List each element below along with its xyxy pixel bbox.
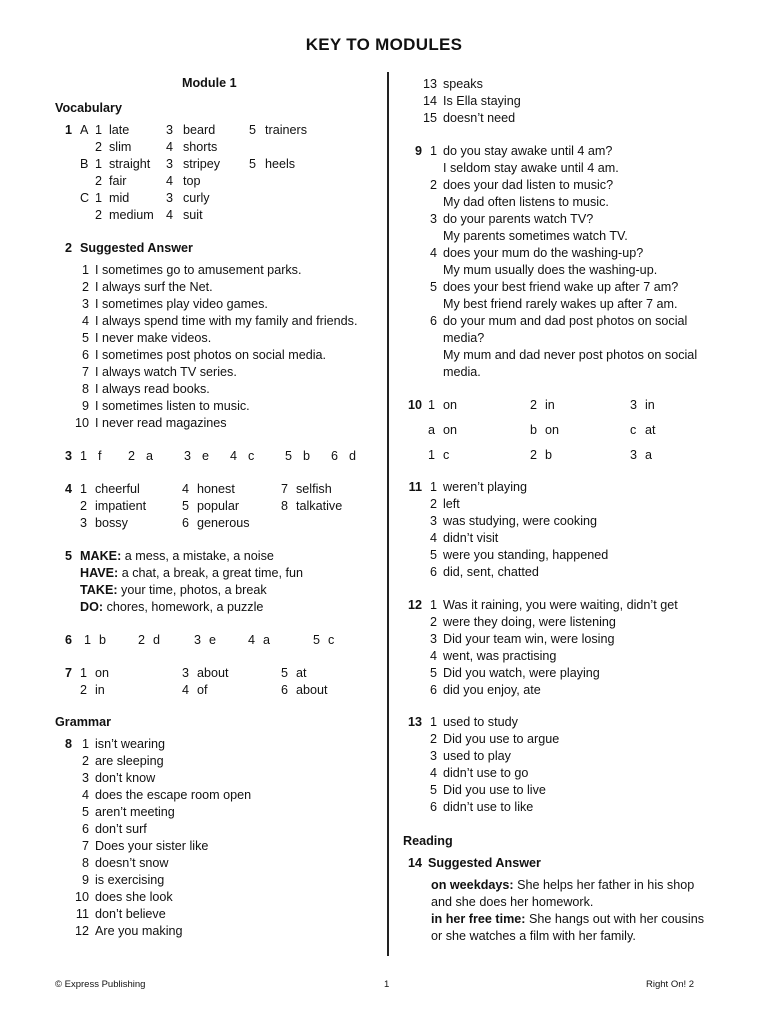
item-number: 1	[95, 157, 103, 171]
item-number: 3	[80, 516, 88, 530]
answer-word: at	[645, 423, 656, 437]
collocation-line	[80, 599, 263, 616]
answer-text: I always surf the Net.	[95, 280, 213, 294]
answer-text: and she does her homework.	[431, 895, 594, 909]
reading-answer-line	[431, 928, 636, 945]
section-heading-reading: Reading	[403, 834, 453, 848]
answer-text: do you stay awake until 4 am?	[443, 144, 613, 158]
item-number: 13	[422, 77, 437, 91]
item-number: 6	[429, 683, 437, 697]
item-number: 1	[429, 598, 437, 612]
answer-text: weren’t playing	[443, 480, 528, 494]
item-number: 1	[81, 263, 89, 277]
item-number: 14	[422, 94, 437, 108]
item-number: 6	[429, 565, 437, 579]
collocations: a mess, a mistake, a noise	[124, 549, 274, 563]
answer-word: at	[296, 666, 307, 680]
answer-text: Is Ella staying	[443, 94, 521, 108]
answer-word: impatient	[95, 499, 147, 513]
item-number: 6	[81, 348, 89, 362]
answer-text: doesn’t need	[443, 111, 516, 125]
collocation-line	[80, 565, 303, 582]
answer-word: in	[545, 398, 555, 412]
answer-word: selfish	[296, 482, 332, 496]
item-number: 1	[95, 123, 103, 137]
answer-text: were they doing, were listening	[443, 615, 616, 629]
group-letter: C	[80, 191, 90, 205]
exercise-heading: Suggested Answer	[428, 856, 541, 870]
answer-text: is exercising	[95, 873, 165, 887]
answer-text: do your parents watch TV?	[443, 212, 594, 226]
answer-word: on	[443, 423, 458, 437]
item-number: 11	[75, 907, 89, 921]
verb-label: MAKE:	[80, 549, 122, 563]
answer-text: were you standing, happened	[443, 548, 609, 562]
item-number: 5	[313, 633, 321, 647]
item-number: 2	[429, 497, 437, 511]
answer-text: My parents sometimes watch TV.	[443, 229, 628, 243]
answer-letter: a	[146, 449, 154, 463]
answer-text: does the escape room open	[95, 788, 252, 802]
item-number: 7	[81, 839, 89, 853]
answer-text: Did you use to argue	[443, 732, 560, 746]
item-number: 2	[81, 754, 89, 768]
answer-text: I sometimes go to amusement parks.	[95, 263, 302, 277]
item-number: 5	[182, 499, 190, 513]
verb-label: HAVE:	[80, 566, 119, 580]
answer-word: beard	[183, 123, 216, 137]
answer-word: in	[645, 398, 655, 412]
item-number: 9	[81, 399, 89, 413]
exercise-number: 12	[407, 598, 422, 612]
item-number: 8	[81, 382, 89, 396]
answer-word: bossy	[95, 516, 128, 530]
page-title: KEY TO MODULES	[305, 35, 463, 54]
answer-text: speaks	[443, 77, 483, 91]
exercise-number: 14	[407, 856, 422, 870]
section-heading-vocabulary: Vocabulary	[55, 101, 122, 115]
item-number: 6	[281, 683, 289, 697]
item-number: 3	[630, 398, 638, 412]
item-number: 6	[182, 516, 190, 530]
item-number: 3	[429, 212, 437, 226]
answer-text: don’t surf	[95, 822, 147, 836]
footer-book-title: Right On! 2	[646, 979, 695, 990]
answer-letter: a	[263, 633, 271, 647]
answer-word: a	[645, 448, 653, 462]
exercise-number: 8	[64, 737, 72, 751]
answer-word: fair	[109, 174, 127, 188]
item-number: 5	[429, 280, 437, 294]
exercise-number: 6	[64, 633, 72, 647]
item-number: 4	[429, 649, 437, 663]
item-number: 3	[184, 449, 192, 463]
answer-text: doesn’t snow	[95, 856, 169, 870]
answer-text: Was it raining, you were waiting, didn’t get	[443, 598, 678, 612]
answer-text: isn’t wearing	[95, 737, 165, 751]
item-number: 9	[81, 873, 89, 887]
answer-word: straight	[109, 157, 151, 171]
answer-text: I always read books.	[95, 382, 210, 396]
answer-text: are sleeping	[95, 754, 164, 768]
item-number: 3	[166, 191, 174, 205]
item-number: 5	[249, 123, 257, 137]
answer-letter: c	[248, 449, 255, 463]
answer-word: stripey	[183, 157, 221, 171]
answer-text: She hangs out with her cousins	[525, 912, 705, 926]
item-number: 2	[80, 499, 88, 513]
answer-word: b	[545, 448, 553, 462]
answer-text: Does your sister like	[95, 839, 209, 853]
item-number: c	[630, 423, 637, 437]
answer-text: does your mum do the washing-up?	[443, 246, 644, 260]
answer-text: went, was practising	[443, 649, 557, 663]
item-number: 5	[81, 805, 89, 819]
item-number: 4	[429, 766, 437, 780]
item-number: 2	[429, 178, 437, 192]
exercise-number: 11	[408, 480, 422, 494]
answer-word: mid	[109, 191, 130, 205]
collocations: chores, homework, a puzzle	[106, 600, 264, 614]
item-number: 3	[81, 771, 89, 785]
item-number: 6	[429, 314, 437, 328]
answer-text: don’t believe	[95, 907, 166, 921]
item-number: 3	[429, 749, 437, 763]
item-number: 4	[81, 788, 89, 802]
item-number: 4	[166, 174, 174, 188]
item-number: 2	[95, 174, 103, 188]
answer-letter: d	[349, 449, 357, 463]
item-number: 3	[630, 448, 638, 462]
reading-answer-line	[431, 877, 694, 894]
item-number: 4	[81, 314, 89, 328]
item-number: 1	[429, 480, 437, 494]
collocations: a chat, a break, a great time, fun	[121, 566, 304, 580]
answer-text: Did you watch, were playing	[443, 666, 600, 680]
answer-text: Did you use to live	[443, 783, 546, 797]
item-number: 10	[74, 890, 89, 904]
answer-text: did you enjoy, ate	[443, 683, 541, 697]
answer-text: does your dad listen to music?	[443, 178, 614, 192]
answer-text: My dad often listens to music.	[443, 195, 609, 209]
answer-word: of	[197, 683, 208, 697]
item-number: 2	[95, 208, 103, 222]
answer-letter: b	[99, 633, 107, 647]
collocation-line	[80, 548, 274, 565]
exercise-number: 9	[414, 144, 422, 158]
item-number: 1	[428, 398, 436, 412]
item-number: 1	[429, 144, 437, 158]
time-label: on weekdays:	[431, 878, 514, 892]
item-number: 3	[166, 123, 174, 137]
collocation-line	[80, 582, 267, 599]
item-number: 4	[166, 140, 174, 154]
module-heading: Module 1	[182, 76, 237, 90]
answer-text: I sometimes play video games.	[95, 297, 268, 311]
item-number: 1	[84, 633, 92, 647]
answer-word: medium	[109, 208, 154, 222]
item-number: 5	[429, 548, 437, 562]
answer-word: about	[296, 683, 328, 697]
item-number: 4	[248, 633, 256, 647]
answer-word: on	[95, 666, 110, 680]
item-number: 7	[281, 482, 289, 496]
answer-text: Are you making	[95, 924, 183, 938]
answer-letter: b	[303, 449, 311, 463]
answer-text: I always spend time with my family and friends.	[95, 314, 358, 328]
item-number: 15	[422, 111, 437, 125]
answer-text: I seldom stay awake until 4 am.	[443, 161, 619, 175]
item-number: 4	[182, 482, 190, 496]
answer-text: used to study	[443, 715, 518, 729]
item-number: 3	[194, 633, 202, 647]
item-number: a	[428, 423, 436, 437]
answer-text: media.	[443, 365, 481, 379]
item-number: 3	[429, 514, 437, 528]
item-number: 3	[182, 666, 190, 680]
group-letter: B	[80, 157, 89, 171]
answer-letter: e	[209, 633, 217, 647]
answer-text: media?	[443, 331, 485, 345]
answer-word: popular	[197, 499, 240, 513]
answer-word: honest	[197, 482, 235, 496]
item-number: 6	[81, 822, 89, 836]
item-number: 2	[95, 140, 103, 154]
item-number: 5	[429, 783, 437, 797]
item-number: 6	[429, 800, 437, 814]
item-number: 5	[81, 331, 89, 345]
item-number: 1	[429, 715, 437, 729]
footer-publisher: © Express Publishing	[55, 979, 146, 990]
item-number: 8	[281, 499, 289, 513]
item-number: 2	[530, 448, 538, 462]
answer-text: does she look	[95, 890, 173, 904]
answer-word: heels	[265, 157, 296, 171]
answer-text: didn’t visit	[443, 531, 499, 545]
answer-word: top	[183, 174, 201, 188]
answer-text: was studying, were cooking	[443, 514, 598, 528]
group-letter: A	[80, 123, 89, 137]
answer-text: I always watch TV series.	[95, 365, 237, 379]
answer-letter: c	[328, 633, 335, 647]
exercise-number: 10	[407, 398, 422, 412]
exercise-heading: Suggested Answer	[80, 241, 193, 255]
item-number: 5	[429, 666, 437, 680]
answer-word: curly	[183, 191, 210, 205]
item-number: 1	[95, 191, 103, 205]
verb-label: DO:	[80, 600, 104, 614]
answer-word: c	[443, 448, 450, 462]
exercise-number: 3	[64, 449, 72, 463]
item-number: 4	[429, 246, 437, 260]
exercise-number: 2	[64, 241, 72, 255]
item-number: 1	[80, 449, 88, 463]
item-number: 2	[429, 615, 437, 629]
exercise-number: 4	[64, 482, 72, 496]
answer-word: shorts	[183, 140, 218, 154]
time-label: in her free time:	[431, 912, 526, 926]
answer-text: or she watches a film with her family.	[431, 929, 636, 943]
answer-word: generous	[197, 516, 250, 530]
answer-word: cheerful	[95, 482, 140, 496]
answer-letter: d	[153, 633, 161, 647]
item-number: 2	[128, 449, 136, 463]
item-number: 5	[249, 157, 257, 171]
answer-text: don’t know	[95, 771, 156, 785]
answer-text: I never read magazines	[95, 416, 227, 430]
item-number: 1	[80, 666, 88, 680]
answer-word: slim	[109, 140, 132, 154]
reading-answer-line	[431, 894, 593, 911]
answer-word: suit	[183, 208, 203, 222]
item-number: 4	[182, 683, 190, 697]
item-number: 4	[429, 531, 437, 545]
item-number: 6	[331, 449, 339, 463]
item-number: 10	[74, 416, 89, 430]
item-number: 2	[530, 398, 538, 412]
item-number: 1	[81, 737, 89, 751]
exercise-number: 1	[64, 123, 72, 137]
item-number: 3	[166, 157, 174, 171]
item-number: 4	[166, 208, 174, 222]
answer-text: She helps her father in his shop	[513, 878, 695, 892]
item-number: 4	[230, 449, 238, 463]
section-heading-grammar: Grammar	[55, 715, 112, 729]
exercise-number: 7	[64, 666, 72, 680]
answer-word: trainers	[265, 123, 307, 137]
item-number: 2	[81, 280, 89, 294]
answer-word: late	[109, 123, 130, 137]
answer-text: aren’t meeting	[95, 805, 175, 819]
item-number: b	[530, 423, 538, 437]
answer-text: Did your team win, were losing	[443, 632, 615, 646]
answer-text: did, sent, chatted	[443, 565, 539, 579]
answer-word: on	[443, 398, 458, 412]
answer-word: on	[545, 423, 560, 437]
item-number: 2	[80, 683, 88, 697]
answer-letter: e	[202, 449, 210, 463]
answer-text: My mum and dad never post photos on social	[443, 348, 698, 362]
item-number: 5	[281, 666, 289, 680]
item-number: 12	[74, 924, 89, 938]
answer-text: My best friend rarely wakes up after 7 am.	[443, 297, 678, 311]
item-number: 3	[81, 297, 89, 311]
answer-text: My mum usually does the washing-up.	[443, 263, 658, 277]
answer-text: didn’t use to like	[443, 800, 534, 814]
reading-answer-line	[431, 911, 704, 928]
item-number: 1	[80, 482, 88, 496]
item-number: 3	[429, 632, 437, 646]
item-number: 2	[138, 633, 146, 647]
verb-label: TAKE:	[80, 583, 118, 597]
answer-letter: f	[98, 449, 102, 463]
item-number: 5	[285, 449, 293, 463]
footer-page-number: 1	[384, 979, 390, 990]
answer-text: left	[443, 497, 460, 511]
answer-word: in	[95, 683, 105, 697]
answer-text: I never make videos.	[95, 331, 212, 345]
item-number: 1	[428, 448, 436, 462]
item-number: 2	[429, 732, 437, 746]
answer-text: I sometimes listen to music.	[95, 399, 250, 413]
exercise-number: 5	[64, 549, 72, 563]
column-divider	[387, 72, 389, 956]
answer-text: used to play	[443, 749, 511, 763]
exercise-number: 13	[407, 715, 422, 729]
item-number: 7	[81, 365, 89, 379]
collocations: your time, photos, a break	[121, 583, 267, 597]
answer-text: didn’t use to go	[443, 766, 529, 780]
answer-word: about	[197, 666, 229, 680]
answer-text: do your mum and dad post photos on social	[443, 314, 688, 328]
answer-text: does your best friend wake up after 7 am?	[443, 280, 679, 294]
answer-text: I sometimes post photos on social media.	[95, 348, 326, 362]
answer-word: talkative	[296, 499, 343, 513]
item-number: 8	[81, 856, 89, 870]
